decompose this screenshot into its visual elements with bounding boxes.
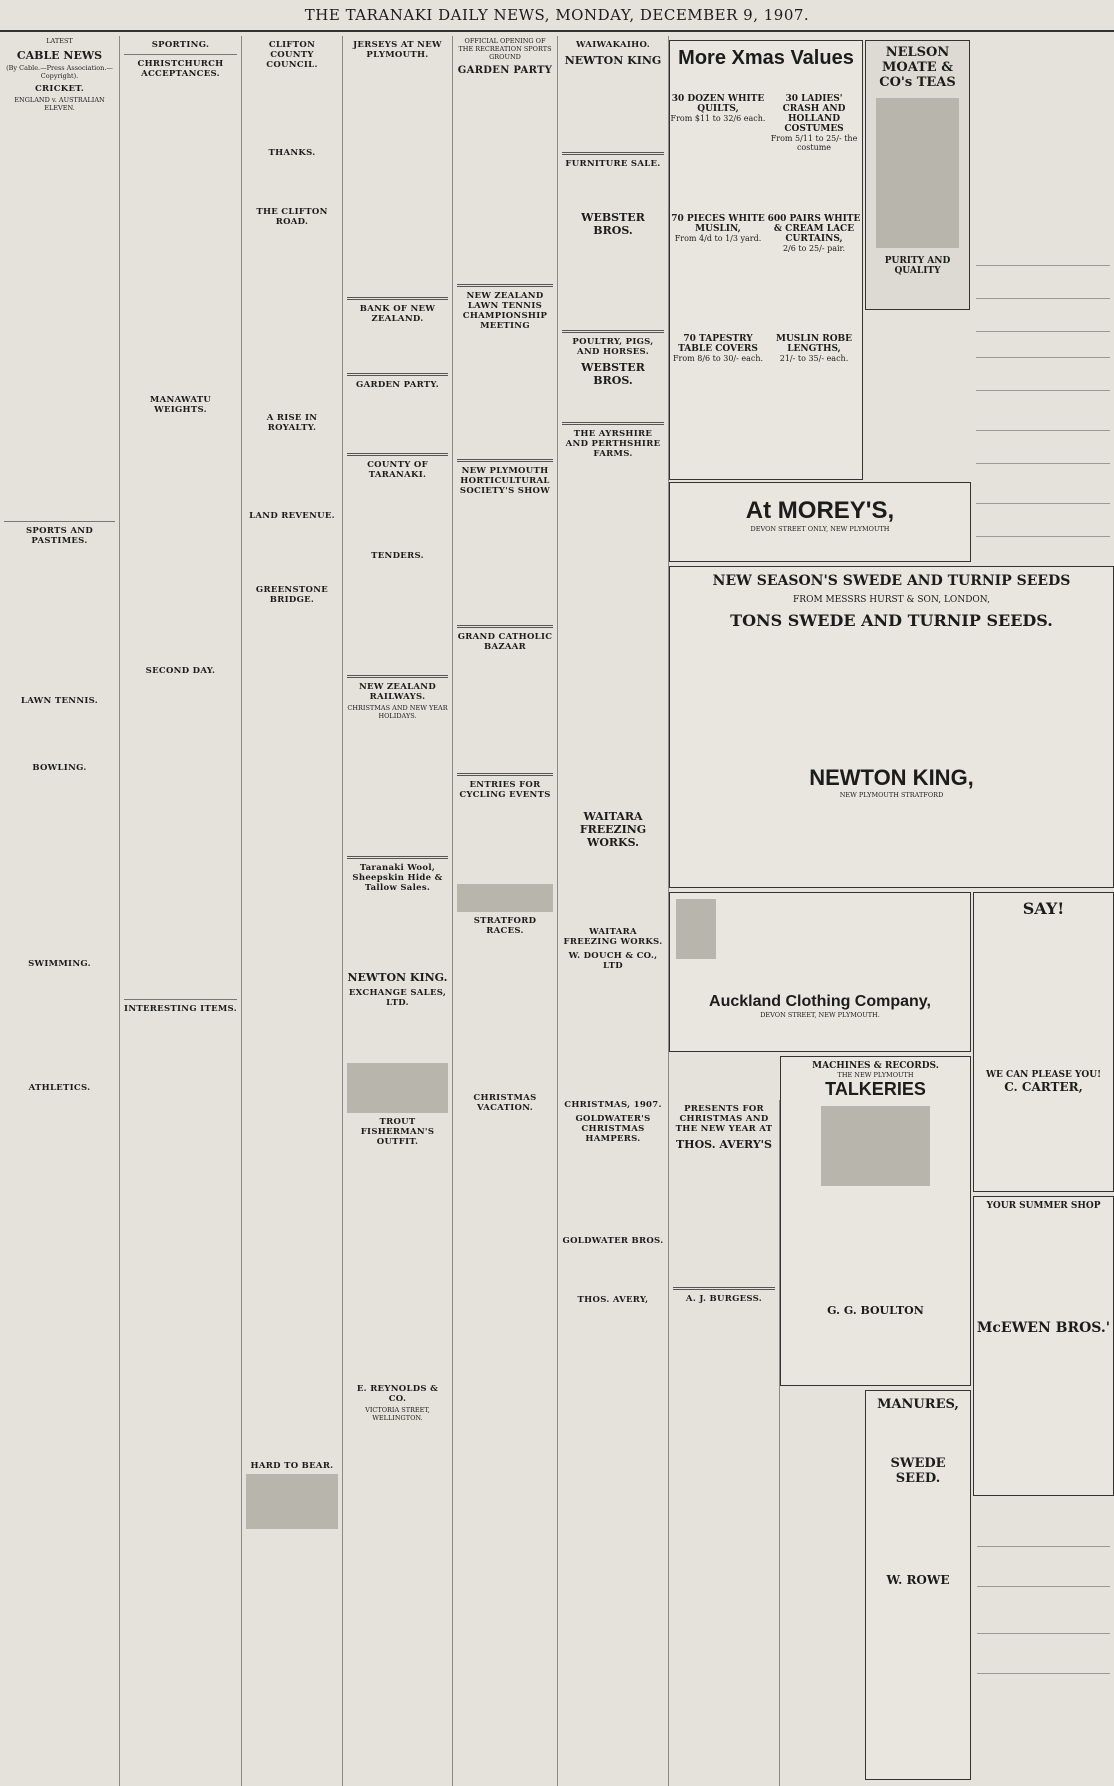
small-ad: [976, 242, 1110, 266]
xmas-item: [766, 334, 862, 454]
subsection-christchurch-acceptances: CHRISTCHURCH ACCEPTANCES.: [137, 59, 224, 79]
article-body: [4, 971, 115, 1079]
xmas-item-name: 30 DOZEN WHITE QUILTS,: [671, 94, 765, 114]
ad-subheading: CHRISTMAS AND NEW YEAR HOLIDAYS.: [347, 704, 448, 721]
masthead: [0, 0, 1114, 32]
ad-body: [673, 1153, 775, 1283]
divider: [457, 459, 553, 462]
race-illustration: [457, 884, 553, 912]
article-body: [246, 523, 338, 581]
article-body: [347, 62, 448, 293]
ad-ayrshire-farms: THE AYRSHIRE AND PERTHSHIRE FARMS.: [565, 428, 661, 459]
divider: [457, 625, 553, 628]
subsection-lawn-tennis: LAWN TENNIS.: [20, 696, 99, 707]
small-ad: [976, 268, 1110, 299]
ad-body: [562, 1307, 664, 1365]
kicker: LATEST: [46, 37, 73, 45]
divider: [347, 856, 448, 859]
ad-moreys: [669, 482, 971, 562]
ad-auckland-clothing: [669, 892, 971, 1052]
phonograph-illustration: [821, 1106, 930, 1186]
ad-christmas-1907: CHRISTMAS, 1907.: [564, 1099, 662, 1110]
ad-body: [347, 1010, 448, 1060]
xmas-item: [670, 334, 766, 454]
subsection-bowling: BOWLING.: [32, 762, 87, 773]
ad-lawn-tennis: NEW ZEALAND LAWN TENNIS CHAMPIONSHIP MEETING: [462, 290, 548, 331]
moreys-title: At MOREY'S,: [745, 497, 895, 524]
xmas-item-price: From 8/6 to 30/- each.: [672, 354, 764, 363]
ad-newton-king: NEWTON KING.: [347, 970, 448, 984]
subsection-rise-in-royalty: A RISE IN ROYALTY.: [266, 413, 318, 434]
ad-webster-bros: WEBSTER BROS.: [581, 211, 645, 238]
small-ad: [977, 1549, 1110, 1587]
ad-catholic-bazaar: GRAND CATHOLIC BAZAAR: [457, 631, 553, 652]
small-ad: [976, 360, 1110, 391]
summer-mcewen: McEWEN BROS.': [976, 1319, 1111, 1336]
records-big: TALKERIES: [825, 1079, 926, 1099]
article-body: [4, 775, 115, 955]
ad-swede-seeds: [669, 566, 1114, 888]
records-sub: THE NEW PLYMOUTH: [837, 1071, 914, 1079]
carter-body: [980, 922, 1107, 1066]
ad-xmas-values: [669, 40, 863, 480]
ad-body: [347, 563, 448, 671]
column-cable-news: [0, 36, 120, 1786]
ad-douch: W. DOUCH & CO., LTD: [568, 951, 658, 972]
divider: [562, 422, 664, 425]
byline: (By Cable.—Press Association.—Copyright).: [6, 64, 113, 80]
section-heading-cable-news: CABLE NEWS: [16, 49, 103, 62]
small-ad: [977, 1502, 1110, 1547]
article-body: [4, 1095, 115, 1174]
ad-body: [457, 654, 553, 769]
ad-newton-king-title: NEWTON KING: [564, 54, 662, 67]
article-body: [124, 417, 237, 662]
subsection-thanks: THANKS.: [268, 148, 316, 159]
small-ad: [976, 466, 1110, 504]
divider: [457, 773, 553, 776]
seeds-newton-king: NEWTON KING,: [809, 765, 974, 791]
xmas-item: [670, 94, 766, 214]
subsection-swimming: SWIMMING.: [28, 958, 91, 969]
nelson-brand: NELSON MOATE & CO's TEAS: [879, 45, 956, 90]
ad-body: [457, 802, 553, 881]
small-ad: [976, 506, 1110, 537]
column-presents: [669, 1100, 780, 1786]
xmas-item: [766, 214, 862, 334]
manures-rowe: W. ROWE: [886, 1573, 950, 1588]
masthead-title: THE TARANAKI DAILY NEWS, MONDAY, DECEMBER 9, 1907.: [304, 6, 810, 24]
section-sporting: SPORTING.: [151, 40, 210, 50]
divider: [457, 284, 553, 287]
ad-bank-nz: BANK OF NEW ZEALAND.: [359, 303, 436, 324]
nelson-purity: PURITY AND QUALITY: [884, 256, 951, 276]
story-headline: ENGLAND v. AUSTRALIAN ELEVEN.: [14, 96, 105, 112]
xmas-item-name: 30 LADIES' CRASH AND HOLLAND COSTUMES: [782, 94, 846, 134]
ad-body: [347, 895, 448, 967]
ad-trout-outfit: TROUT FISHERMAN'S OUTFIT.: [360, 1117, 435, 1148]
article-body: [124, 678, 237, 995]
xmas-item-name: 600 PAIRS WHITE & CREAM LACE CURTAINS,: [767, 214, 861, 244]
ad-reynolds: E. REYNOLDS & CO.: [356, 1383, 439, 1404]
ad-body: [562, 389, 664, 418]
article-body: [246, 72, 338, 144]
xmas-item-name: 70 TAPESTRY TABLE COVERS: [678, 334, 758, 354]
column-jerseys: [343, 36, 453, 1786]
ad-body: [562, 973, 664, 1095]
seeds-qty: TONS SWEDE AND TURNIP SEEDS.: [730, 611, 1053, 630]
ad-tenders: TENDERS.: [371, 551, 424, 562]
subsection-athletics: ATHLETICS.: [28, 1082, 91, 1093]
column-sales: [558, 36, 669, 1786]
clothing-sub: DEVON STREET, NEW PLYMOUTH.: [760, 1011, 880, 1019]
manures-body: [870, 1416, 966, 1452]
article-body: [4, 114, 115, 517]
ad-cycling-events: ENTRIES FOR CYCLING EVENTS: [459, 779, 551, 800]
column-sporting: [120, 36, 242, 1786]
subsection-greenstone-bridge: GREENSTONE BRIDGE.: [255, 584, 329, 605]
ad-nelson-teas: [865, 40, 970, 310]
article-body: [246, 229, 338, 409]
column-events: [453, 36, 558, 1786]
ad-carter: [973, 892, 1114, 1192]
manures-title: MANURES,: [877, 1397, 959, 1412]
ad-presents: PRESENTS FOR CHRISTMAS AND THE NEW YEAR AT: [675, 1104, 773, 1134]
ad-thos-averys: THOS. AVERY'S: [676, 1138, 772, 1151]
ad-body: [347, 326, 448, 369]
ad-furniture-sale: FURNITURE SALE.: [565, 159, 661, 170]
manures-swede: SWEDE SEED.: [890, 1456, 946, 1487]
subsection-second-day: SECOND DAY.: [145, 665, 216, 676]
ad-body: [562, 239, 664, 325]
small-ad: [976, 393, 1110, 431]
ad-manures: [865, 1390, 971, 1780]
subsection-clifton-road: THE CLIFTON ROAD.: [256, 207, 328, 228]
xmas-item-price: From $11 to 32/6 each.: [670, 114, 766, 123]
xmas-item-name: 70 PIECES WHITE MUSLIN,: [671, 214, 765, 234]
xmas-item-price: From 5/11 to 25/- the costume: [770, 134, 858, 152]
ad-body: [457, 1115, 553, 1187]
carter-can-please: WE CAN PLEASE YOU!: [985, 1070, 1102, 1081]
xmas-items: [670, 94, 862, 454]
ad-wool-sales: Taranaki Wool, Sheepskin Hide & Tallow Sales.: [352, 862, 443, 893]
small-ad: [977, 1589, 1110, 1634]
records-boulton: G. G. BOULTON: [827, 1304, 924, 1318]
carter-say: SAY!: [1022, 899, 1065, 918]
ad-body: [347, 482, 448, 547]
ad-waitara-freezing: WAITARA FREEZING WORKS.: [579, 810, 647, 850]
section-clifton-county-council: CLIFTON COUNTY COUNCIL.: [266, 40, 318, 70]
divider: [347, 297, 448, 300]
ad-waiwakaiho: WAIWAKAIHO.: [576, 40, 650, 50]
divider: [673, 1287, 775, 1290]
summer-body-2: [980, 1340, 1107, 1398]
trousers-badge: [676, 899, 716, 959]
section-cricket: CRICKET.: [34, 84, 85, 94]
divider: [347, 373, 448, 376]
ad-poultry-pigs: POULTRY, PIGS, AND HORSES.: [572, 336, 654, 357]
divider: [347, 675, 448, 678]
ad-recreation-opening: OFFICIAL OPENING OF THE RECREATION SPORTS GROUND: [458, 37, 552, 61]
section-interesting-items: INTERESTING ITEMS.: [124, 1003, 237, 1014]
manures-body-2: [870, 1490, 966, 1569]
ad-address: VICTORIA STREET, WELLINGTON.: [365, 1405, 430, 1422]
divider: [562, 330, 664, 333]
ad-body: [457, 938, 553, 1089]
ad-body: [457, 498, 553, 620]
records-title: MACHINES & RECORDS.: [812, 1061, 939, 1071]
ad-exchange-sales: EXCHANGE SALES, LTD.: [348, 987, 447, 1008]
ad-stratford-races: STRATFORD RACES.: [473, 916, 537, 937]
subsection-land-revenue: LAND REVENUE.: [249, 511, 335, 522]
ad-body: [457, 333, 553, 455]
summer-title: YOUR SUMMER SHOP: [986, 1201, 1101, 1211]
divider: [124, 999, 237, 1000]
subsection-manawatu-weights: MANAWATU WEIGHTS.: [149, 394, 212, 415]
ad-webster-bros-2: WEBSTER BROS.: [581, 360, 645, 387]
xmas-item-price: 21/- to 35/- each.: [779, 354, 849, 363]
ad-burgess: A. J. BURGESS.: [685, 1293, 763, 1304]
xmas-item: [670, 214, 766, 334]
ad-thos-avery: THOS. AVERY,: [577, 1295, 649, 1306]
ad-body: [562, 851, 664, 923]
ad-body: [457, 78, 553, 280]
records-body: [787, 1192, 964, 1300]
article-body: [4, 708, 115, 758]
ad-summer-shop: [973, 1196, 1114, 1496]
ad-goldwater-hampers: GOLDWATER'S CHRISTMAS HAMPERS.: [575, 1113, 651, 1144]
article-body: [246, 435, 338, 507]
article-body: [124, 1016, 237, 1448]
moreys-sub: DEVON STREET ONLY, NEW PLYMOUTH: [750, 525, 890, 533]
section-hard-to-bear: HARD TO BEAR.: [250, 1460, 334, 1471]
divider: [562, 152, 664, 155]
ad-body: [347, 392, 448, 450]
seeds-title: NEW SEASON'S SWEDE AND TURNIP SEEDS: [712, 573, 1071, 589]
seeds-from: FROM MESSRS HURST & SON, LONDON,: [793, 595, 990, 605]
xmas-values-title: More Xmas Values: [678, 47, 854, 69]
tea-illustration: [876, 98, 959, 248]
ad-county-taranaki: COUNTY OF TARANAKI.: [367, 460, 428, 481]
ad-body: [562, 69, 664, 148]
ad-talkeries: [780, 1056, 971, 1386]
ad-body: [562, 1146, 664, 1232]
xmas-item-price: 2/6 to 25/- pair.: [782, 244, 846, 253]
divider: [124, 54, 237, 55]
article-body: [246, 607, 338, 1457]
ad-body: [673, 1306, 775, 1786]
ad-goldwater-bros: GOLDWATER BROS.: [562, 1236, 664, 1247]
summer-body: [980, 1215, 1107, 1316]
seeds-body: [680, 640, 1103, 755]
fishing-illustration: [347, 1063, 448, 1113]
ad-nz-railways: NEW ZEALAND RAILWAYS.: [358, 682, 437, 703]
ad-body: [347, 722, 448, 852]
xmas-item-name: MUSLIN ROBE LENGTHS,: [776, 334, 852, 354]
small-ad: [977, 1636, 1110, 1674]
article-body: [246, 160, 338, 203]
ad-body: [562, 1248, 664, 1291]
small-ads-bottom: [973, 1500, 1114, 1786]
article-body: [246, 1532, 338, 1786]
ad-waitara-freezing-2: WAITARA FREEZING WORKS.: [563, 927, 663, 948]
ad-garden-party-title: GARDEN PARTY: [457, 65, 553, 76]
ad-body: [562, 461, 664, 807]
xmas-item-price: From 4/d to 1/3 yard.: [674, 234, 762, 243]
article-body: [4, 548, 115, 692]
seeds-locations: NEW PLYMOUTH STRATFORD: [839, 791, 944, 800]
small-ad: [976, 334, 1110, 358]
xmas-item: [766, 94, 862, 214]
ad-garden-party: GARDEN PARTY.: [356, 379, 439, 390]
ad-body: [347, 1149, 448, 1380]
ad-body: [562, 171, 664, 207]
column-clifton-council: [242, 36, 343, 1786]
small-ad: [976, 301, 1110, 332]
divider: [4, 521, 115, 522]
section-sports-pastimes: SPORTS AND PASTIMES.: [25, 526, 93, 547]
ad-horticultural-show: NEW PLYMOUTH HORTICULTURAL SOCIETY'S SHOW: [459, 466, 551, 497]
article-body: [124, 81, 237, 391]
carter-name: C. CARTER,: [1004, 1080, 1083, 1095]
divider: [347, 453, 448, 456]
clothing-title: Auckland Clothing Company,: [709, 993, 931, 1010]
illustration-image: [246, 1474, 338, 1529]
ad-christmas-vacation: CHRISTMAS VACATION.: [473, 1093, 537, 1114]
section-jerseys: JERSEYS AT NEW PLYMOUTH.: [353, 40, 442, 60]
small-ad: [976, 433, 1110, 464]
